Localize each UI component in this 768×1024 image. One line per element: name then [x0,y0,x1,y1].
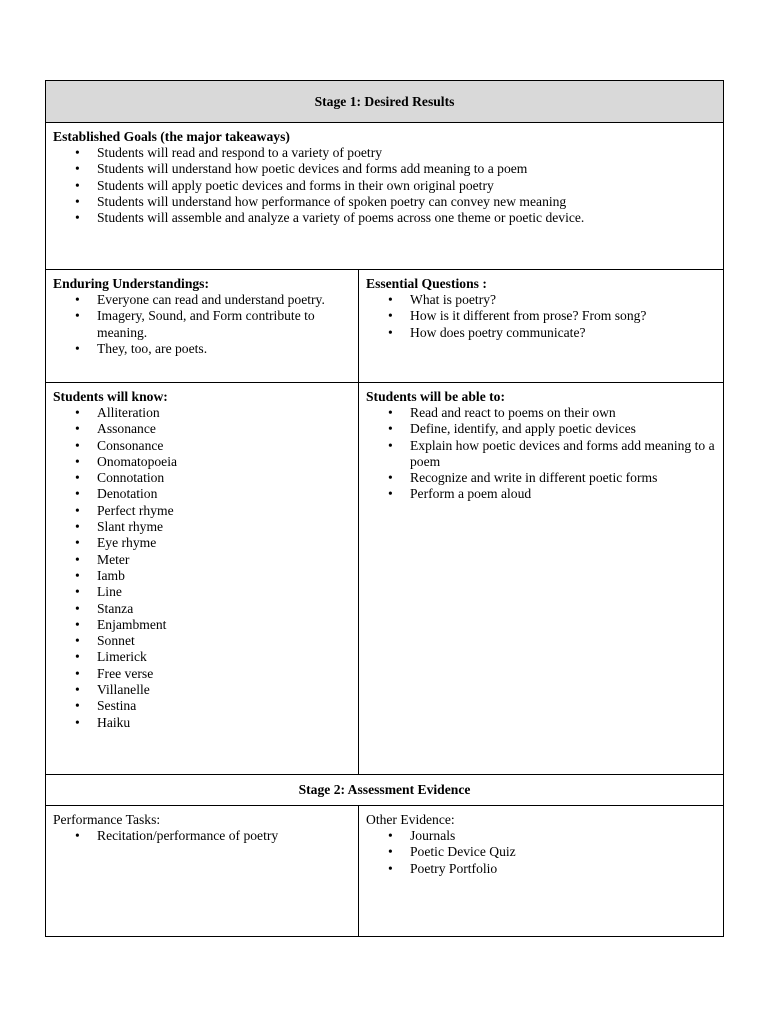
essential-questions-list [366,292,716,341]
list-item: • Meter [97,552,351,568]
students-will-be-able-title: Students will be able to: [366,389,505,404]
students-will-know-list [53,405,351,731]
list-item: • Students will understand how performance of spoken poetry can convey new meaning [97,194,716,210]
students-will-know-cell [46,383,359,774]
list-item: • Haiku [97,715,351,731]
list-item: • Students will apply poetic devices and forms in their own original poetry [97,178,716,194]
students-will-be-able-cell [359,383,723,774]
list-item: • Perform a poem aloud [410,486,716,502]
list-item: • Students will assemble and analyze a variety of poems across one theme or poetic device. [97,210,716,226]
list-item: • How is it different from prose? From song? [410,308,716,324]
list-item: • Journals [410,828,716,844]
other-evidence-title: Other Evidence: [366,812,455,827]
established-goals-list [53,145,716,226]
other-evidence-list [366,828,716,877]
understandings-row [46,269,723,382]
list-item: • Sonnet [97,633,351,649]
performance-tasks-cell [46,806,359,936]
performance-tasks-list [53,828,351,844]
students-will-be-able-list [366,405,716,503]
list-item: • Read and react to poems on their own [410,405,716,421]
knowledge-skills-row [46,382,723,774]
list-item: • Slant rhyme [97,519,351,535]
list-item: • Students will understand how poetic devices and forms add meaning to a poem [97,161,716,177]
list-item: • Poetry Portfolio [410,861,716,877]
list-item: • Alliteration [97,405,351,421]
list-item: • Enjambment [97,617,351,633]
students-will-know-title: Students will know: [53,389,168,404]
list-item: • Villanelle [97,682,351,698]
list-item: • Connotation [97,470,351,486]
list-item: • Limerick [97,649,351,665]
list-item: • Consonance [97,438,351,454]
list-item: • How does poetry communicate? [410,325,716,341]
list-item: • Line [97,584,351,600]
stage2-title: Stage 2: Assessment Evidence [298,782,471,797]
list-item: • Recitation/performance of poetry [97,828,351,844]
stage1-title: Stage 1: Desired Results [314,93,455,109]
list-item: • Eye rhyme [97,535,351,551]
other-evidence-cell [359,806,723,936]
list-item: • Explain how poetic devices and forms add meaning to a poem [410,438,716,471]
planning-table [45,80,724,937]
list-item: • Free verse [97,666,351,682]
list-item: • Poetic Device Quiz [410,844,716,860]
list-item: • Define, identify, and apply poetic devices [410,421,716,437]
enduring-understandings-title: Enduring Understandings: [53,276,210,291]
list-item: • Imagery, Sound, and Form contribute to meaning. [97,308,351,341]
established-goals-cell [46,123,723,269]
enduring-understandings-list [53,292,351,357]
list-item: • They, too, are poets. [97,341,351,357]
list-item: • Iamb [97,568,351,584]
list-item: • Students will read and respond to a variety of poetry [97,145,716,161]
evidence-row [46,805,723,936]
essential-questions-title: Essential Questions : [366,276,487,291]
list-item: • Sestina [97,698,351,714]
performance-tasks-title: Performance Tasks: [53,812,161,827]
list-item: • Denotation [97,486,351,502]
list-item: • Onomatopoeia [97,454,351,470]
list-item: • Recognize and write in different poetic forms [410,470,716,486]
list-item: • What is poetry? [410,292,716,308]
enduring-understandings-cell [46,270,359,382]
stage2-header [46,774,723,805]
list-item: • Stanza [97,601,351,617]
stage1-header [46,80,723,122]
list-item: • Everyone can read and understand poetry. [97,292,351,308]
list-item: • Assonance [97,421,351,437]
essential-questions-cell [359,270,723,382]
list-item: • Perfect rhyme [97,503,351,519]
established-goals-row [46,122,723,269]
established-goals-title: Established Goals (the major takeaways) [53,129,290,144]
